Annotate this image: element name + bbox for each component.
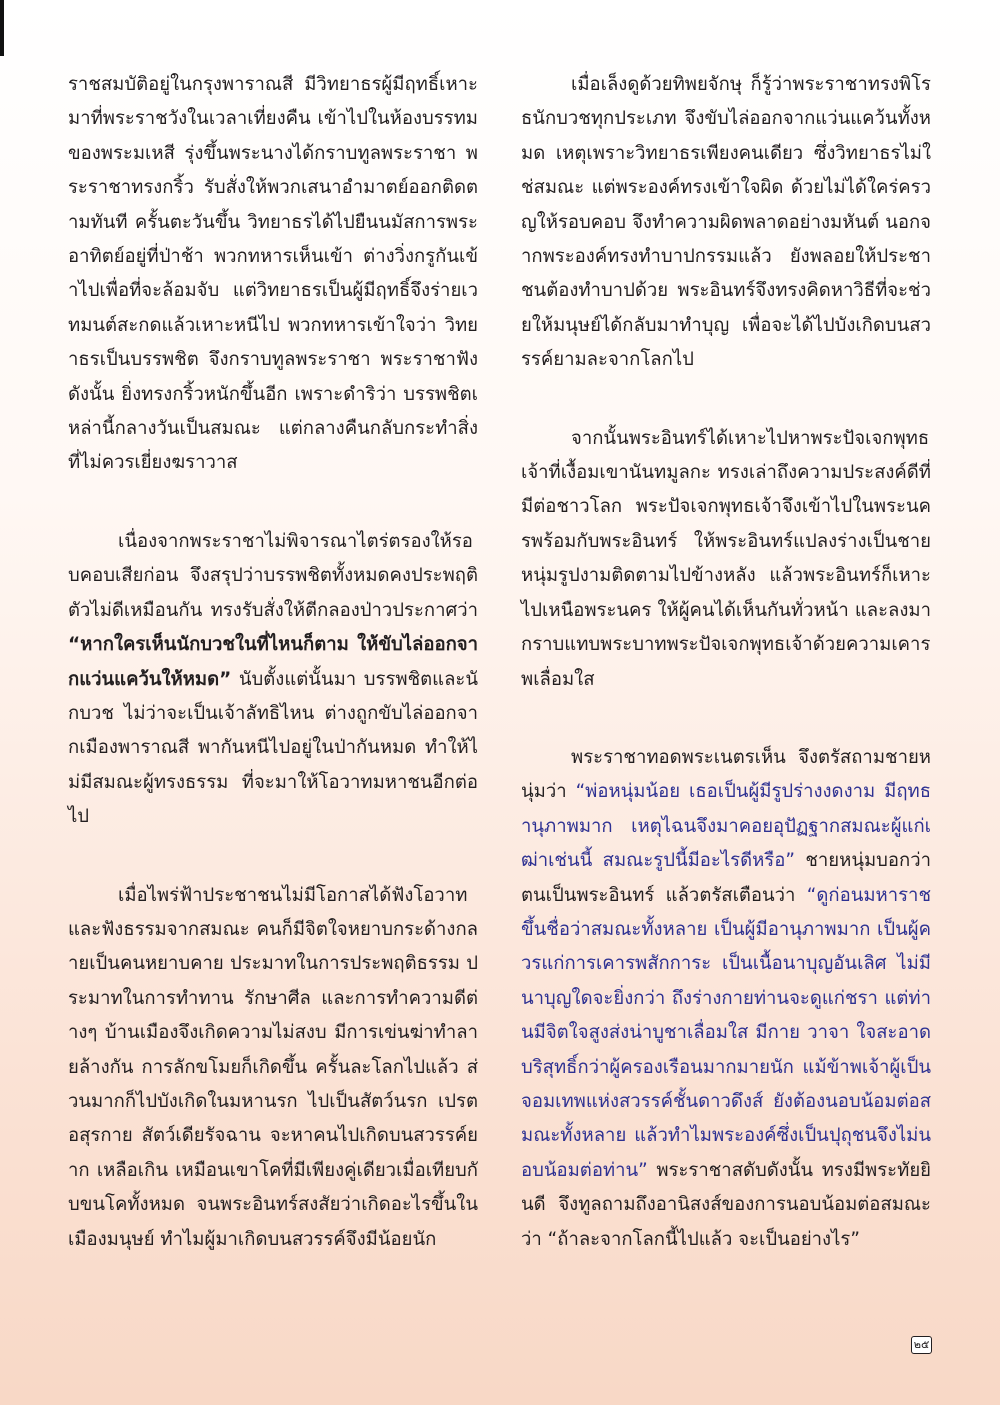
king-question-quote: “พ่อหนุ่มน้อย เธอเป็นผู้มีรูปร่างงดงาม มีฤทธานุภาพมาก เหตุไฉนจึงมาคอยอุปัฏฐากสมณะผู้แก่เฒ่าเช่นนี้ สมณะรูปนี้มีอะไรดีหรือ” [521, 781, 932, 872]
page-edge-mark [0, 0, 4, 56]
right-paragraph-2 [521, 422, 931, 697]
indra-admonition-quote: “ดูก่อนมหาราช ขึ้นชื่อว่าสมณะทั้งหลาย เป็นผู้มีอานุภาพมาก เป็นผู้ควรแก่การเคารพสักการะ เป็นเนื้อนาบุญอันเลิศ ไม่มีนาบุญใดจะยิ่งกว่า ถึงร่างกายท่านจะดูแก่ชรา แต่ท่านมีจิตใจสูงส่งน่าบูชาเลื่อมใส มีกาย วาจา ใจสะอาดบริสุทธิ์กว่าผู้ครองเรือนมากมายนัก แม้ข้าพเจ้าผู้เป็นจอมเทพแห่งสวรรค์ชั้นดาวดึงส์ ยังต้องนอบน้อมต่อสมณะทั้งหลาย แล้วทำไมพระองค์ซึ่งเป็นปุถุชนจึงไม่นอบน้อมต่อท่าน” [521, 884, 931, 1181]
right-column [521, 68, 931, 1301]
right-paragraph-3-middle: ชายหนุ่มบอกว่าตนเป็นพระอินทร์ แล้วตรัสเตือนว่า [521, 850, 931, 906]
left-paragraph-2-continuation: นับตั้งแต่นั้นมา บรรพชิตและนักบวช ไม่ว่าจะเป็นเจ้าลัทธิไหน ต่างถูกขับไล่ออกจากเมืองพาราณสี พากันหนีไปอยู่ในป่ากันหมด ทำให้ไม่มีสมณะผู้ทรงธรรม ที่จะมาให้โอวาทมหาชนอีกต่อไป [68, 668, 478, 828]
page-number: ๒๕ [911, 1336, 932, 1354]
left-paragraph-1 [68, 68, 478, 481]
left-column [68, 68, 478, 1301]
royal-decree-quote: “หากใครเห็นนักบวชในที่ไหนก็ตาม ให้ขับไล่ออกจากแว่นแคว้นให้หมด” [68, 634, 478, 690]
right-paragraph-3-end: พระราชาสดับดังนั้น ทรงมีพระทัยยินดี จึงทูลถามถึงอานิสงส์ของการนอบน้อมต่อสมณะว่า “ถ้าละจากโลกนี้ไปแล้ว จะเป็นอย่างไร” [521, 1159, 931, 1250]
left-paragraph-3 [68, 879, 478, 1257]
left-paragraph-2-text: เนื่องจากพระราชาไม่พิจารณาไตร่ตรองให้รอบคอบเสียก่อน จึงสรุปว่าบรรพชิตทั้งหมดคงประพฤติตัวไม่ดีเหมือนกัน ทรงรับสั่งให้ตีกลองป่าวประกาศว่า [68, 530, 478, 621]
right-paragraph-3 [521, 741, 931, 1257]
right-paragraph-1-text: เมื่อเล็งดูด้วยทิพยจักษุ ก็รู้ว่าพระราชาทรงพิโรธนักบวชทุกประเภท จึงขับไล่ออกจากแว่นแคว้นทั้งหมด เหตุเพราะวิทยาธรเพียงคนเดียว ซึ่งวิทยาธรไม่ใช่สมณะ แต่พระองค์ทรงเข้าใจผิด ด้วยไม่ได้ใคร่ครวญให้รอบคอบ จึงทำความผิดพลาดอย่างมหันต์ นอกจากพระองค์ทรงทำบาปกรรมแล้ว ยังพลอยให้ประชาชนต้องทำบาปด้วย พระอินทร์จึงทรงคิดหาวิธีที่จะช่วยให้มนุษย์ได้กลับมาทำบุญ เพื่อจะได้ไปบังเกิดบนสวรรค์ยามละจากโลกไป [521, 74, 931, 371]
right-paragraph-1 [521, 68, 931, 378]
right-paragraph-3-text: พระราชาทอดพระเนตรเห็น จึงตรัสถามชายหนุ่มว่า [521, 746, 931, 803]
left-paragraph-1-text: ราชสมบัติอยู่ในกรุงพาราณสี มีวิทยาธรผู้มีฤทธิ์เหาะมาที่พระราชวังในเวลาเที่ยงคืน เข้าไปในห้องบรรทมของพระมเหสี รุ่งขึ้นพระนางได้กราบทูลพระราชา พระราชาทรงกริ้ว รับสั่งให้พวกเสนาอำมาตย์ออกติดตามทันที ครั้นตะวันขึ้น วิทยาธรได้ไปยืนนมัสการพระอาทิตย์อยู่ที่ป่าช้า พวกทหารเห็นเข้า ต่างวิ่งกรูกันเข้าไปเพื่อที่จะล้อมจับ แต่วิทยาธรเป็นผู้มีฤทธิ์จึงร่ายเวทมนต์สะกดแล้วเหาะหนีไป พวกทหารเข้าใจว่า วิทยาธรเป็นบรรพชิต จึงกราบทูลพระราชา พระราชาฟังดังนั้น ยิ่งทรงกริ้วหนักขึ้นอีก เพราะดำริว่า บรรพชิตเหล่านี้กลางวันเป็นสมณะ แต่กลางคืนกลับกระทำสิ่งที่ไม่ควรเยี่ยงฆราวาส [68, 74, 478, 474]
right-paragraph-2-text: จากนั้นพระอินทร์ได้เหาะไปหาพระปัจเจกพุทธเจ้าที่เงื้อมเขานันทมูลกะ ทรงเล่าถึงความประสงค์ดีที่มีต่อชาวโลก พระปัจเจกพุทธเจ้าจึงเข้าไปในพระนครพร้อมกับพระอินทร์ ให้พระอินทร์แปลงร่างเป็นชายหนุ่มรูปงามติดตามไปข้างหลัง แล้วพระอินทร์ก็เหาะไปเหนือพระนคร ให้ผู้คนได้เห็นกันทั่วหน้า และลงมากราบแทบพระบาทพระปัจเจกพุทธเจ้าด้วยความเคารพเลื่อมใส [521, 427, 931, 690]
left-paragraph-2 [68, 525, 478, 835]
left-paragraph-3-text: เมื่อไพร่ฟ้าประชาชนไม่มีโอกาสได้ฟังโอวาทและฟังธรรมจากสมณะ คนก็มีจิตใจหยาบกระด้างกลายเป็นคนหยาบคาย ประมาทในการประพฤติธรรม ประมาทในการทำทาน รักษาศีล และการทำความดีต่างๆ บ้านเมืองจึงเกิดความไม่สงบ มีการเข่นฆ่าทำลายล้างกัน การลักขโมยก็เกิดขึ้น ครั้นละโลกไปแล้ว ส่วนมากก็ไปบังเกิดในมหานรก ไปเป็นสัตว์นรก เปรต อสุรกาย สัตว์เดียรัจฉาน จะหาคนไปเกิดบนสวรรค์ยาก เหลือเกิน เหมือนเขาโคที่มีเพียงคู่เดียวเมื่อเทียบกับขนโคทั้งหมด จนพระอินทร์สงสัยว่าเกิดอะไรขึ้นในเมืองมนุษย์ ทำไมผู้มาเกิดบนสวรรค์จึงมีน้อยนัก [68, 884, 478, 1250]
